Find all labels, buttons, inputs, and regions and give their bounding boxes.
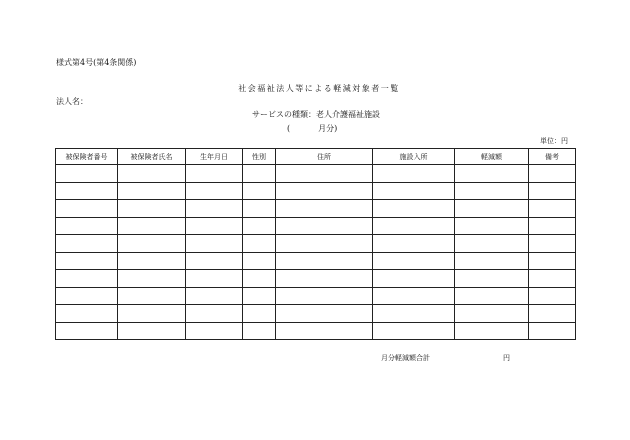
cell-remarks: [529, 182, 576, 200]
cell-insured-name: [118, 165, 186, 183]
cell-insured-number: [56, 305, 118, 323]
cell-insured-number: [56, 252, 118, 270]
cell-reduction-amount: [455, 200, 529, 218]
cell-address: [276, 235, 373, 253]
cell-birth-date: [186, 235, 243, 253]
cell-reduction-amount: [455, 270, 529, 288]
reduction-table: [55, 148, 576, 340]
unit-label: 単位：円: [540, 137, 568, 145]
cell-insured-number: [56, 322, 118, 340]
month-line: [287, 125, 337, 133]
cell-facility-admission: [373, 165, 455, 183]
cell-reduction-amount: [455, 252, 529, 270]
cell-address: [276, 287, 373, 305]
cell-remarks: [529, 322, 576, 340]
cell-insured-number: [56, 270, 118, 288]
corporation-name-label: 法人名：: [56, 97, 88, 106]
cell-insured-name: [118, 252, 186, 270]
cell-birth-date: [186, 287, 243, 305]
monthly-total-label: 月分軽減額合計: [381, 354, 430, 362]
table-body: [56, 165, 576, 340]
cell-facility-admission: [373, 182, 455, 200]
cell-insured-number: [56, 200, 118, 218]
cell-address: [276, 252, 373, 270]
cell-reduction-amount: [455, 287, 529, 305]
cell-insured-name: [118, 200, 186, 218]
document-title: 社会福祉法人等による軽減対象者一覧: [238, 84, 400, 93]
month-label: 月分): [318, 124, 338, 133]
cell-reduction-amount: [455, 235, 529, 253]
cell-facility-admission: [373, 200, 455, 218]
cell-insured-number: [56, 287, 118, 305]
cell-gender: [243, 235, 276, 253]
header-address: 住所: [276, 149, 373, 165]
cell-gender: [243, 182, 276, 200]
cell-facility-admission: [373, 287, 455, 305]
table-row: [56, 200, 576, 218]
service-type-label: サービスの種類：老人介護福祉施設: [252, 110, 380, 119]
cell-reduction-amount: [455, 322, 529, 340]
cell-facility-admission: [373, 270, 455, 288]
cell-insured-number: [56, 182, 118, 200]
cell-birth-date: [186, 217, 243, 235]
cell-birth-date: [186, 252, 243, 270]
cell-address: [276, 322, 373, 340]
cell-remarks: [529, 305, 576, 323]
cell-gender: [243, 165, 276, 183]
header-reduction-amount: 軽減額: [455, 149, 529, 165]
table-header-row: [56, 149, 576, 165]
cell-address: [276, 270, 373, 288]
header-birth-date: 生年月日: [186, 149, 243, 165]
cell-birth-date: [186, 182, 243, 200]
cell-birth-date: [186, 270, 243, 288]
cell-address: [276, 182, 373, 200]
cell-insured-number: [56, 217, 118, 235]
header-insured-name: 被保険者氏名: [118, 149, 186, 165]
header-gender: 性別: [243, 149, 276, 165]
cell-insured-name: [118, 235, 186, 253]
table-row: [56, 252, 576, 270]
cell-facility-admission: [373, 305, 455, 323]
cell-reduction-amount: [455, 217, 529, 235]
cell-remarks: [529, 270, 576, 288]
cell-remarks: [529, 252, 576, 270]
cell-address: [276, 200, 373, 218]
cell-birth-date: [186, 200, 243, 218]
table-row: [56, 182, 576, 200]
cell-remarks: [529, 235, 576, 253]
total-unit-label: 円: [503, 354, 510, 362]
cell-gender: [243, 322, 276, 340]
header-facility-admission: 施設入所: [373, 149, 455, 165]
cell-insured-number: [56, 165, 118, 183]
table-row: [56, 287, 576, 305]
cell-insured-name: [118, 322, 186, 340]
cell-gender: [243, 252, 276, 270]
header-insured-number: 被保険者番号: [56, 149, 118, 165]
cell-gender: [243, 305, 276, 323]
table-row: [56, 270, 576, 288]
cell-remarks: [529, 165, 576, 183]
table-row: [56, 165, 576, 183]
cell-gender: [243, 270, 276, 288]
cell-insured-name: [118, 270, 186, 288]
cell-reduction-amount: [455, 305, 529, 323]
cell-insured-number: [56, 235, 118, 253]
cell-remarks: [529, 200, 576, 218]
cell-birth-date: [186, 322, 243, 340]
cell-facility-admission: [373, 235, 455, 253]
cell-insured-name: [118, 182, 186, 200]
cell-remarks: [529, 287, 576, 305]
cell-facility-admission: [373, 217, 455, 235]
cell-address: [276, 305, 373, 323]
cell-gender: [243, 200, 276, 218]
form-number: 様式第4号(第4条関係): [56, 58, 137, 67]
cell-facility-admission: [373, 252, 455, 270]
table-row: [56, 235, 576, 253]
cell-reduction-amount: [455, 165, 529, 183]
cell-reduction-amount: [455, 182, 529, 200]
cell-address: [276, 165, 373, 183]
cell-birth-date: [186, 165, 243, 183]
cell-remarks: [529, 217, 576, 235]
cell-facility-admission: [373, 322, 455, 340]
cell-insured-name: [118, 217, 186, 235]
cell-insured-name: [118, 305, 186, 323]
month-open-paren: (: [287, 124, 291, 133]
table-row: [56, 322, 576, 340]
header-remarks: 備考: [529, 149, 576, 165]
table-row: [56, 305, 576, 323]
cell-gender: [243, 287, 276, 305]
cell-birth-date: [186, 305, 243, 323]
table-row: [56, 217, 576, 235]
cell-address: [276, 217, 373, 235]
cell-insured-name: [118, 287, 186, 305]
cell-gender: [243, 217, 276, 235]
